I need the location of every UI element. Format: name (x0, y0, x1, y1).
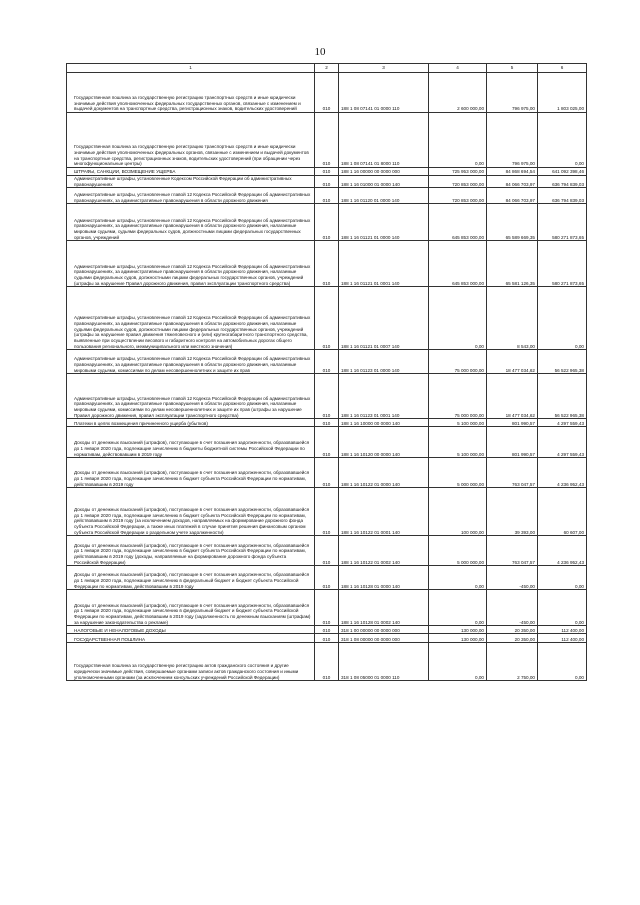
table-row (67, 73, 587, 113)
row-code-cell: 010 (315, 643, 339, 681)
row-kbk-cell: 188 1 08 07141 01 0000 110 (339, 73, 429, 113)
row-plan-cell: 130 000,00 (429, 626, 487, 634)
row-plan-cell: 5 000 000,00 (429, 536, 487, 566)
table-row (67, 458, 587, 488)
row-kbk-cell: 188 1 16 00000 00 0000 000 (339, 168, 429, 176)
row-plan-cell: 725 953 000,00 (429, 168, 487, 176)
table-row (67, 590, 587, 626)
row-plan-cell: 0,00 (429, 643, 487, 681)
row-kbk-cell: 188 1 16 10120 00 0000 140 (339, 427, 429, 458)
table-row (67, 626, 587, 634)
table-row (67, 634, 587, 643)
row-kbk-cell: 188 1 16 01121 01 0000 140 (339, 204, 429, 241)
row-executed-cell: 763 047,57 (487, 536, 538, 566)
table-row (67, 566, 587, 590)
row-name-cell: ГОСУДАРСТВЕННАЯ ПОШЛИНА (67, 634, 315, 643)
row-code-cell: 010 (315, 374, 339, 419)
row-executed-cell: 18 477 034,62 (487, 350, 538, 374)
row-name-cell: Государственная пошлина за государственную регистрацию транспортных средств и иные юридически значимые действия уполномоченных федеральных государственных органов, связанные с изменением и выдачей документов на транспортные средства, регистрационных знаков, водительских удостоверений (67, 73, 315, 113)
row-executed-cell: 796 975,00 (487, 73, 538, 113)
table-row (67, 488, 587, 536)
row-executed-cell: 18 477 034,62 (487, 374, 538, 419)
row-remaining-cell: 56 522 965,38 (538, 374, 587, 419)
row-plan-cell: 645 853 000,00 (429, 204, 487, 241)
row-remaining-cell: 580 271 873,65 (538, 204, 587, 241)
column-header: 3 (339, 64, 429, 73)
row-executed-cell: 65 589 669,35 (487, 204, 538, 241)
row-remaining-cell: 636 794 839,03 (538, 176, 587, 188)
row-remaining-cell: 4 236 952,43 (538, 458, 587, 488)
row-kbk-cell: 188 1 16 10000 00 0000 140 (339, 419, 429, 427)
row-plan-cell: 75 000 000,00 (429, 350, 487, 374)
row-executed-cell: 84 066 703,97 (487, 188, 538, 204)
row-code-cell: 010 (315, 204, 339, 241)
row-plan-cell: 0,00 (429, 590, 487, 626)
row-kbk-cell: 188 1 16 10122 01 0000 140 (339, 458, 429, 488)
row-kbk-cell: 188 1 16 10122 01 0002 140 (339, 536, 429, 566)
row-executed-cell: 2 750,00 (487, 643, 538, 681)
row-code-cell: 010 (315, 626, 339, 634)
table-row (67, 419, 587, 427)
row-name-cell: Административные штрафы, установленные главой 12 Кодекса Российской Федерации об административных правонарушениях, за административные правонарушения в области дорожного движения, налагаемые судьями федеральных судов, должностными лицами федеральных государственных органов, учреждений (штрафы за нарушение Правил дорожного движения, правил эксплуатации транспортного средства) (67, 241, 315, 287)
row-remaining-cell: 112 400,00 (538, 626, 587, 634)
row-name-cell: Доходы от денежных взысканий (штрафов), поступающие в счет погашения задолженности, образовавшейся до 1 января 2020 года, подлежащие зачислению в федеральный бюджет и бюджет субъекта Российской Федерации по нормативам, действовавшим в 2019 году (задолженность по денежным взысканиям (штрафам) за нарушение законодательства о рекламе) (67, 590, 315, 626)
row-remaining-cell: 636 794 839,03 (538, 188, 587, 204)
row-remaining-cell: 60 607,00 (538, 488, 587, 536)
row-executed-cell: 801 990,57 (487, 419, 538, 427)
row-name-cell: Доходы от денежных взысканий (штрафов), поступающие в счет погашения задолженности, образовавшейся до 1 января 2020 года, подлежащие зачислению в бюджет субъекта Российской Федерации по нормативам, действовавшим в 2019 году (67, 458, 315, 488)
table-row (67, 536, 587, 566)
table-row (67, 427, 587, 458)
row-executed-cell: -450,00 (487, 590, 538, 626)
row-kbk-cell: 188 1 16 01121 01 0001 140 (339, 241, 429, 287)
row-code-cell: 010 (315, 176, 339, 188)
row-executed-cell: 8 543,00 (487, 287, 538, 350)
row-name-cell: ШТРАФЫ, САНКЦИИ, ВОЗМЕЩЕНИЕ УЩЕРБА (67, 168, 315, 176)
row-remaining-cell: 0,00 (538, 566, 587, 590)
row-remaining-cell: 0,00 (538, 113, 587, 168)
row-plan-cell: 0,00 (429, 566, 487, 590)
row-remaining-cell: 56 522 965,38 (538, 350, 587, 374)
revenue-table (66, 63, 587, 681)
row-name-cell: Административные штрафы, установленные главой 12 Кодекса Российской Федерации об административных правонарушениях, за административные правонарушения в области дорожного движения, налагаемые мировыми судьями, судьями федеральных судов, должностными лицами федеральных государственных органов, учреждений (67, 204, 315, 241)
row-code-cell: 010 (315, 427, 339, 458)
row-kbk-cell: 188 1 16 01121 01 0007 140 (339, 287, 429, 350)
row-remaining-cell: 4 297 559,43 (538, 419, 587, 427)
row-code-cell: 010 (315, 590, 339, 626)
row-kbk-cell: 188 1 16 01000 01 0000 140 (339, 176, 429, 188)
row-plan-cell: 720 853 000,00 (429, 176, 487, 188)
column-header: 5 (487, 64, 538, 73)
table-row (67, 287, 587, 350)
row-executed-cell: -450,00 (487, 566, 538, 590)
row-kbk-cell: 318 1 08 05000 01 0000 110 (339, 643, 429, 681)
row-remaining-cell: 0,00 (538, 287, 587, 350)
row-executed-cell: 796 975,00 (487, 113, 538, 168)
row-remaining-cell: 4 236 952,43 (538, 536, 587, 566)
table-row (67, 113, 587, 168)
row-code-cell: 010 (315, 113, 339, 168)
row-plan-cell: 2 600 000,00 (429, 73, 487, 113)
column-header: 1 (67, 64, 315, 73)
row-name-cell: Доходы от денежных взысканий (штрафов), поступающие в счет погашения задолженности, образовавшейся до 1 января 2020 года, подлежащие зачислению в федеральный бюджет и бюджет субъекта Российской Федерации по нормативам, действовавшим в 2019 году (67, 566, 315, 590)
row-plan-cell: 130 000,00 (429, 634, 487, 643)
table-row (67, 643, 587, 681)
row-code-cell: 010 (315, 241, 339, 287)
row-remaining-cell: 641 092 398,46 (538, 168, 587, 176)
row-kbk-cell: 188 1 16 01123 01 0001 140 (339, 374, 429, 419)
column-header: 2 (315, 64, 339, 73)
row-remaining-cell: 112 400,00 (538, 634, 587, 643)
row-code-cell: 010 (315, 73, 339, 113)
table-row (67, 188, 587, 204)
row-code-cell: 010 (315, 287, 339, 350)
row-name-cell: Административные штрафы, установленные главой 12 Кодекса Российской Федерации об административных правонарушениях, за административные правонарушения в области дорожного движения, налагаемые судьями федеральных судов, должностными лицами федеральных государственных органов, учреждений (штрафы за нарушение правил движения тяжеловесного и (или) крупногабаритного транспортного средства, выявленные при осуществлении весового и габаритного контроля на автомобильных дорогах общего пользования регионального, межмуниципального или местного значения) (67, 287, 315, 350)
table-row (67, 241, 587, 287)
row-executed-cell: 763 047,57 (487, 458, 538, 488)
row-plan-cell: 5 100 000,00 (429, 419, 487, 427)
row-code-cell: 010 (315, 488, 339, 536)
row-name-cell: Государственная пошлина за государственную регистрацию актов гражданского состояния и другие юридически значимые действия, совершаемые органами записи актов гражданского состояния и иными уполномоченными органами (за исключением консульских учреждений Российской Федерации) (67, 643, 315, 681)
row-executed-cell: 84 066 703,97 (487, 176, 538, 188)
row-plan-cell: 75 000 000,00 (429, 374, 487, 419)
row-remaining-cell: 1 803 025,00 (538, 73, 587, 113)
row-name-cell: Доходы от денежных взысканий (штрафов), поступающие в счет погашения задолженности, образовавшейся до 1 января 2020 года, подлежащие зачислению в бюджет субъекта Российской Федерации по нормативам, действовавшим в 2019 году (доходы, направляемые на формирование дорожного фонда субъекта Российской Федерации) (67, 536, 315, 566)
row-name-cell: Платежи в целях возмещения причиненного ущерба (убытков) (67, 419, 315, 427)
row-plan-cell: 5 000 000,00 (429, 458, 487, 488)
row-remaining-cell: 0,00 (538, 643, 587, 681)
row-plan-cell: 0,00 (429, 113, 487, 168)
row-kbk-cell: 188 1 16 10128 01 0002 140 (339, 590, 429, 626)
row-plan-cell: 720 853 000,00 (429, 188, 487, 204)
row-executed-cell: 801 990,57 (487, 427, 538, 458)
row-kbk-cell: 188 1 16 10122 01 0001 140 (339, 488, 429, 536)
row-code-cell: 010 (315, 419, 339, 427)
row-executed-cell: 39 393,00 (487, 488, 538, 536)
row-code-cell: 010 (315, 168, 339, 176)
row-name-cell: Административные штрафы, установленные Кодексом Российской Федерации об административных правонарушениях (67, 176, 315, 188)
row-kbk-cell: 318 1 00 00000 00 0000 000 (339, 626, 429, 634)
row-kbk-cell: 188 1 16 10128 01 0000 140 (339, 566, 429, 590)
row-plan-cell: 645 853 000,00 (429, 241, 487, 287)
table-row (67, 168, 587, 176)
row-executed-cell: 20 350,00 (487, 634, 538, 643)
row-name-cell: Административные штрафы, установленные главой 12 Кодекса Российской Федерации об административных правонарушениях, за административные правонарушения в области дорожного движения (67, 188, 315, 204)
row-name-cell: Административные штрафы, установленные главой 12 Кодекса Российской Федерации об административных правонарушениях, за административные правонарушения в области дорожного движения, налагаемые мировыми судьями, комиссиями по делам несовершеннолетних и защите их прав (67, 350, 315, 374)
row-remaining-cell: 0,00 (538, 590, 587, 626)
row-name-cell: Доходы от денежных взысканий (штрафов), поступающие в счет погашения задолженности, образовавшейся до 1 января 2020 года, подлежащие зачислению в бюджеты бюджетной системы Российской Федерации по нормативам, действовавшим в 2019 году (67, 427, 315, 458)
row-remaining-cell: 580 271 873,65 (538, 241, 587, 287)
row-executed-cell: 84 868 694,54 (487, 168, 538, 176)
column-header: 6 (538, 64, 587, 73)
row-plan-cell: 100 000,00 (429, 488, 487, 536)
row-code-cell: 010 (315, 188, 339, 204)
column-header: 4 (429, 64, 487, 73)
row-name-cell: Доходы от денежных взысканий (штрафов), поступающие в счет погашения задолженности, образовавшейся до 1 января 2020 года, подлежащие зачислению в бюджет субъекта Российской Федерации по нормативам, действовавшим в 2019 году (за исключением доходов, направляемых на формирование дорожного фонда субъекта Российской Федерации, а также иных платежей в случае принятия решения финансовым органом субъекта Российской Федерации о раздельном учете задолженности) (67, 488, 315, 536)
row-plan-cell: 0,00 (429, 287, 487, 350)
table-row (67, 350, 587, 374)
row-kbk-cell: 188 1 08 07141 01 8000 110 (339, 113, 429, 168)
row-code-cell: 010 (315, 536, 339, 566)
row-code-cell: 010 (315, 634, 339, 643)
table-row (67, 176, 587, 188)
row-code-cell: 010 (315, 350, 339, 374)
row-name-cell: НАЛОГОВЫЕ И НЕНАЛОГОВЫЕ ДОХОДЫ (67, 626, 315, 634)
header-row (67, 64, 587, 73)
row-kbk-cell: 318 1 08 00000 00 0000 000 (339, 634, 429, 643)
row-name-cell: Государственная пошлина за государственную регистрацию транспортных средств и иные юридически значимые действия уполномоченных федеральных органов, связанные с изменением и выдачей документов на транспортные средства, регистрационных знаков, водительских удостоверений (при обращении через многофункциональные центры) (67, 113, 315, 168)
row-code-cell: 010 (315, 458, 339, 488)
page-number: 10 (314, 46, 326, 58)
row-executed-cell: 20 350,00 (487, 626, 538, 634)
row-plan-cell: 5 100 000,00 (429, 427, 487, 458)
row-kbk-cell: 188 1 16 01123 01 0000 140 (339, 350, 429, 374)
table-row (67, 374, 587, 419)
row-remaining-cell: 4 297 559,43 (538, 427, 587, 458)
table-row (67, 204, 587, 241)
row-kbk-cell: 188 1 16 01120 01 0000 140 (339, 188, 429, 204)
row-name-cell: Административные штрафы, установленные главой 12 Кодекса Российской Федерации об административных правонарушениях, за административные правонарушения в области дорожного движения, налагаемые мировыми судьями, комиссиями по делам несовершеннолетних и защите их прав (штрафы за нарушение Правил дорожного движения, правил эксплуатации транспортного средства) (67, 374, 315, 419)
row-code-cell: 010 (315, 566, 339, 590)
row-executed-cell: 65 581 126,35 (487, 241, 538, 287)
